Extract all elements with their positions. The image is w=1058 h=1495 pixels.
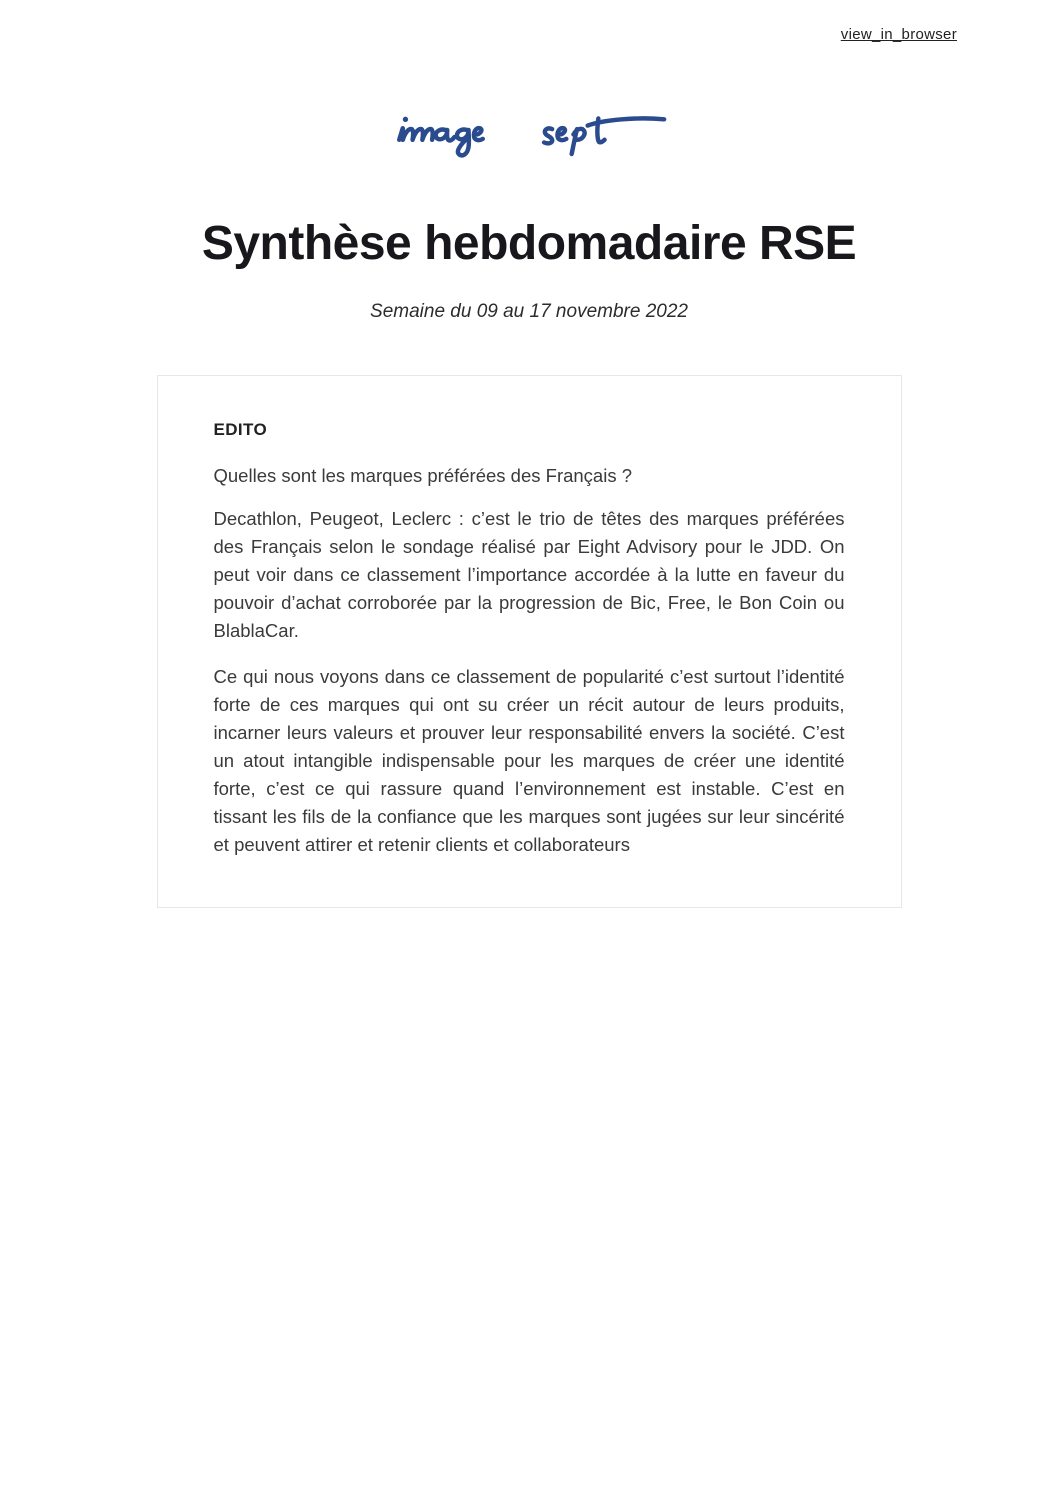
edito-heading: EDITO xyxy=(213,420,268,439)
view-in-browser-link[interactable]: view_in_browser xyxy=(840,26,957,43)
topbar xyxy=(0,0,1058,44)
edito-paragraph: Ce qui nous voyons dans ce classement de popularité c’est surtout l’identité forte de ces marques qui ont su créer un récit autour de leurs produits, incarner leurs valeurs et prouver leur responsabilité envers la société. C’est un atout intangible indispensable pour les marques de créer une identité forte, c’est ce qui rassure quand l’environnement est instable. C’est en tissant les fils de la confiance que les marques sont jugées sur leur sincérité et peuvent attirer et retenir clients et collaborateurs xyxy=(213,666,845,855)
edito-card xyxy=(157,375,902,908)
image-sept-logo xyxy=(369,90,689,170)
logo-row xyxy=(0,90,1058,175)
page-title: Synthèse hebdomadaire RSE xyxy=(201,217,857,270)
page-subtitle: Semaine du 09 au 17 novembre 2022 xyxy=(370,301,688,322)
edito-question: Quelles sont les marques préférées des Français ? xyxy=(213,465,633,486)
edito-paragraph: Decathlon, Peugeot, Leclerc : c’est le trio de têtes des marques préférées des Français selon le sondage réalisé par Eight Advisory pour le JDD. On peut voir dans ce classement l’importance accordée à la lutte en faveur du pouvoir d’achat corroborée par la progression de Bic, Free, le Bon Coin ou BlablaCar. xyxy=(213,508,845,641)
